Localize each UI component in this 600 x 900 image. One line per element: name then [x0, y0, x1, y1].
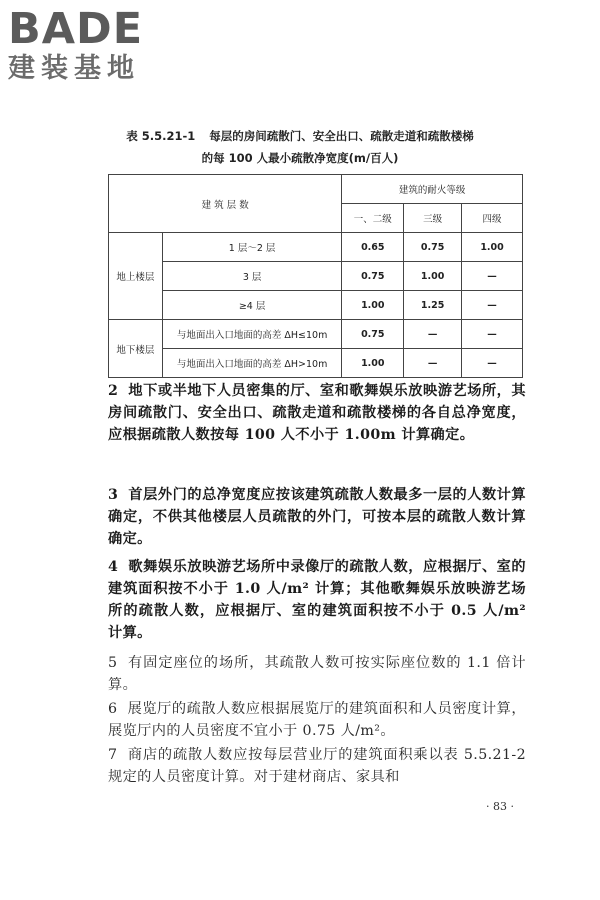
floor-label: ≥4 层	[162, 291, 342, 320]
clause-text: 地下或半地下人员密集的厅、室和歌舞娱乐放映游艺场所，其房间疏散门、安全出口、疏散走道和疏散楼梯的各自总净宽度，应根据疏散人数按每 100 人不小于 1.00m 计算确定。	[108, 383, 526, 443]
floor-label: 与地面出入口地面的高差 ΔH>10m	[162, 349, 342, 378]
table-row	[109, 233, 523, 262]
value-cell: 0.75	[404, 233, 462, 262]
paragraph-7	[108, 744, 526, 788]
value-cell: 1.25	[404, 291, 462, 320]
clause-text: 歌舞娱乐放映游艺场所中录像厅的疏散人数，应根据厅、室的建筑面积按不小于 1.0 人/m² 计算；其他歌舞娱乐放映游艺场所的疏散人数，应根据厅、室的建筑面积按不小于 0.5 人/m² 计算。	[108, 559, 526, 641]
value-cell: —	[462, 320, 523, 349]
page-number: · 83 ·	[486, 800, 514, 813]
floor-label: 3 层	[162, 262, 342, 291]
clause-number: 4	[108, 559, 119, 575]
floor-label: 1 层～2 层	[162, 233, 342, 262]
logo-subtitle: 建装基地	[8, 53, 140, 84]
clause-number: 6	[108, 701, 118, 717]
clause-text: 首层外门的总净宽度应按该建筑疏散人数最多一层的人数计算确定，不供其他楼层人员疏散的外门，可按本层的疏散人数计算确定。	[108, 487, 526, 547]
value-cell: —	[404, 349, 462, 378]
clause-number: 3	[108, 487, 119, 503]
clause-text: 商店的疏散人数应按每层营业厅的建筑面积乘以表 5.5.21-2 规定的人员密度计算。对于建材商店、家具和	[108, 747, 526, 785]
clause-number: 5	[108, 655, 118, 671]
table-caption-line1	[0, 128, 600, 144]
value-cell: —	[462, 291, 523, 320]
bade-logo	[8, 6, 178, 92]
clause-text: 展览厅的疏散人数应根据展览厅的建筑面积和人员密度计算，展览厅内的人员密度不宜小于 0.75 人/m²。	[108, 701, 526, 739]
value-cell: —	[462, 262, 523, 291]
grade-col-4: 四级	[462, 204, 523, 233]
table-row	[109, 320, 523, 349]
paragraph-4	[108, 556, 526, 644]
value-cell: 0.75	[342, 262, 404, 291]
evacuation-width-table	[108, 174, 523, 378]
table-number: 表 5.5.21-1	[126, 129, 196, 143]
paragraph-5	[108, 652, 526, 696]
value-cell: 0.75	[342, 320, 404, 349]
table-row	[109, 262, 523, 291]
group-below-ground: 地下楼层	[109, 320, 163, 378]
clause-number: 7	[108, 747, 118, 763]
value-cell: —	[462, 349, 523, 378]
paragraph-2	[108, 380, 526, 446]
table-title-line1: 每层的房间疏散门、安全出口、疏散走道和疏散楼梯	[209, 129, 474, 143]
header-floors: 建 筑 层 数	[109, 175, 342, 233]
grade-col-1-2: 一、二级	[342, 204, 404, 233]
value-cell: 1.00	[404, 262, 462, 291]
group-above-ground: 地上楼层	[109, 233, 163, 320]
grade-col-3: 三级	[404, 204, 462, 233]
table-row	[109, 291, 523, 320]
value-cell: 1.00	[462, 233, 523, 262]
table-row	[109, 349, 523, 378]
paragraph-6	[108, 698, 526, 742]
value-cell: 1.00	[342, 349, 404, 378]
clause-number: 2	[108, 383, 119, 399]
header-fire-rating: 建筑的耐火等级	[342, 175, 523, 204]
value-cell: 0.65	[342, 233, 404, 262]
table-caption-line2: 的每 100 人最小疏散净宽度(m/百人)	[201, 151, 399, 165]
value-cell: —	[404, 320, 462, 349]
logo-wordmark: BADE	[8, 4, 144, 54]
paragraph-3	[108, 484, 526, 550]
value-cell: 1.00	[342, 291, 404, 320]
floor-label: 与地面出入口地面的高差 ΔH≤10m	[162, 320, 342, 349]
clause-text: 有固定座位的场所，其疏散人数可按实际座位数的 1.1 倍计算。	[108, 655, 526, 693]
